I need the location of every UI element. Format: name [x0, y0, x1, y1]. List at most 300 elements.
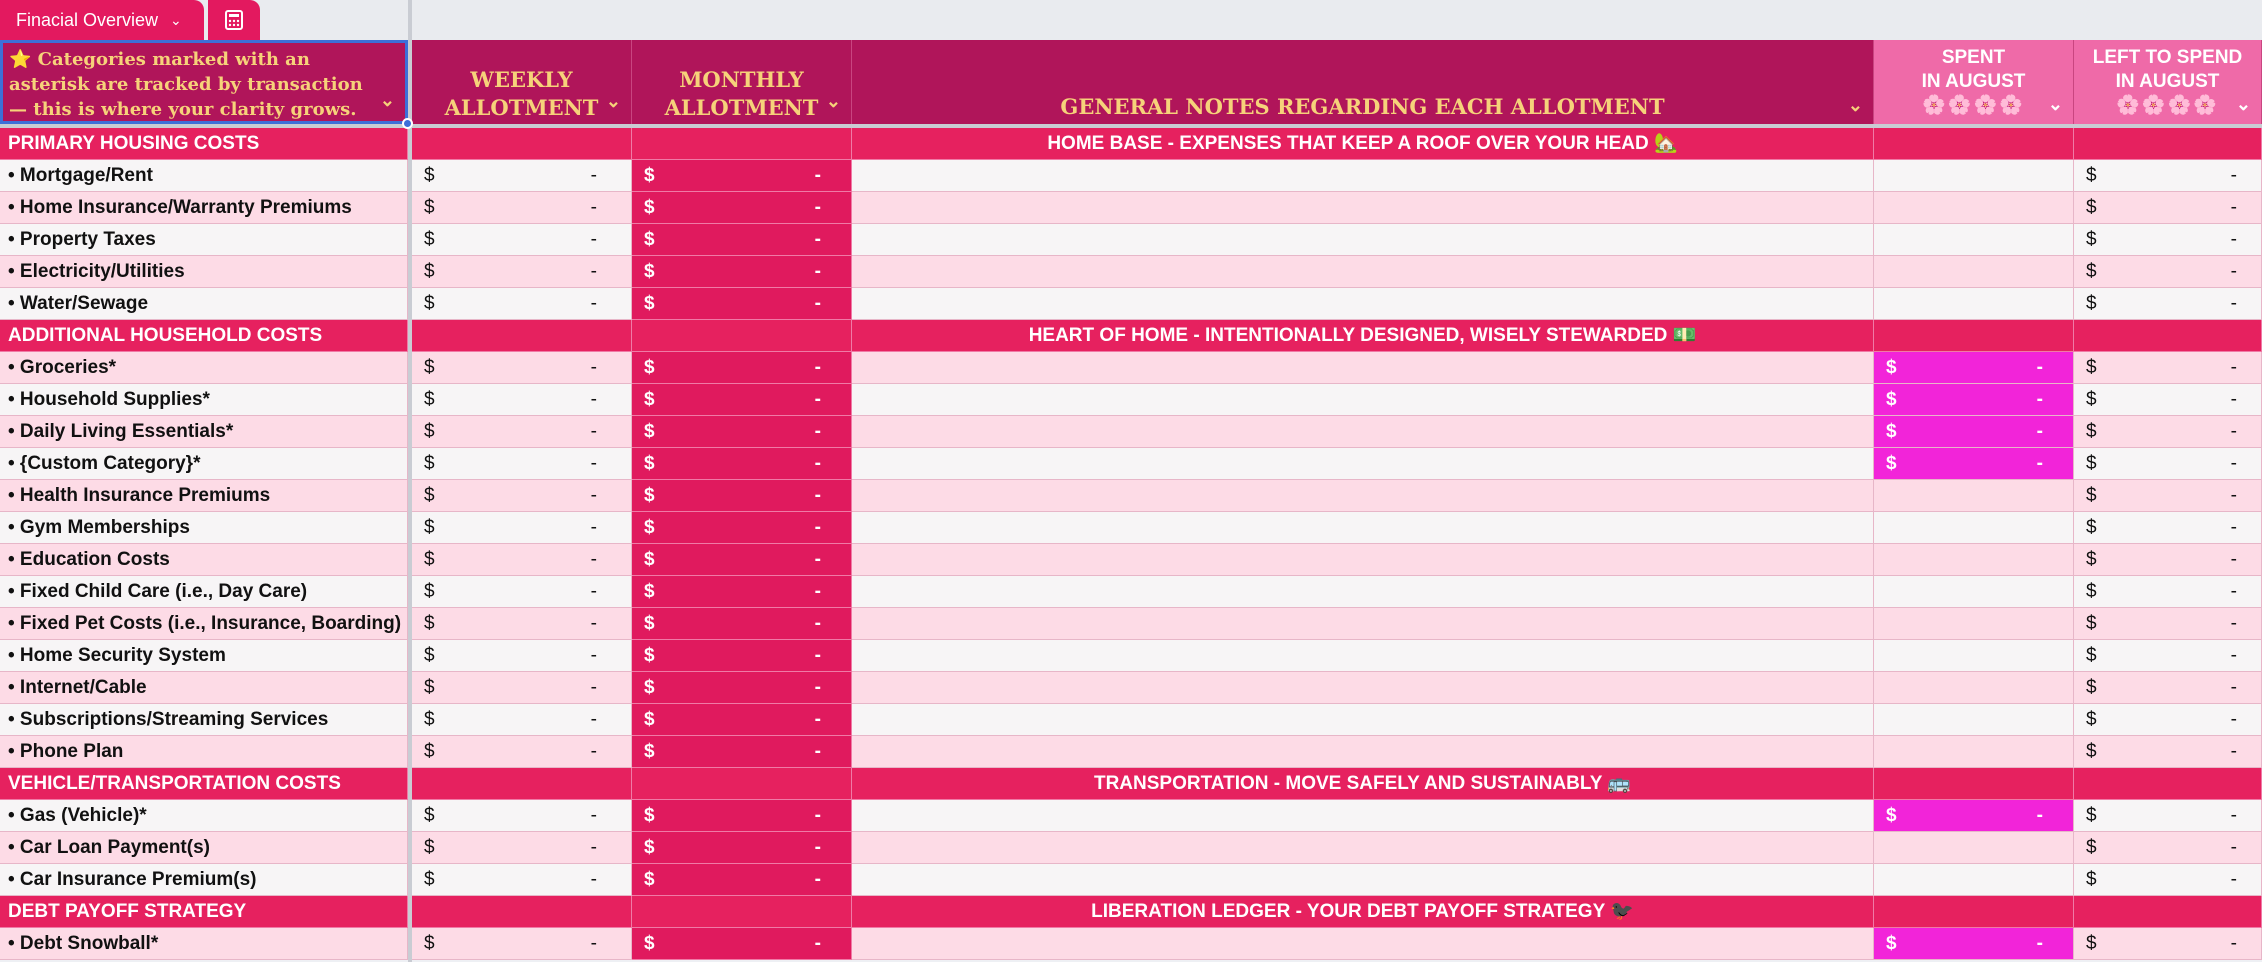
- monthly-allotment-cell[interactable]: [632, 864, 852, 896]
- budget-row: [0, 640, 2262, 672]
- weekly-allotment-cell[interactable]: [412, 736, 632, 768]
- weekly-value: -: [590, 421, 597, 442]
- weekly-allotment-cell[interactable]: [412, 256, 632, 288]
- monthly-allotment-cell[interactable]: [632, 576, 852, 608]
- currency-symbol: $: [2086, 389, 2097, 410]
- category-label[interactable]: • Home Security System: [0, 640, 408, 672]
- section-weekly-cell[interactable]: [412, 128, 632, 160]
- budget-row: [0, 672, 2262, 704]
- monthly-allotment-cell[interactable]: [632, 800, 852, 832]
- monthly-allotment-cell[interactable]: [632, 608, 852, 640]
- weekly-allotment-cell[interactable]: [412, 928, 632, 960]
- spent-cell[interactable]: [1874, 288, 2074, 320]
- currency-symbol: $: [2086, 613, 2097, 634]
- weekly-value: -: [590, 805, 597, 826]
- monthly-value: -: [814, 485, 821, 506]
- monthly-allotment-cell[interactable]: [632, 288, 852, 320]
- left-to-spend-cell[interactable]: [2074, 736, 2262, 768]
- left-to-spend-cell[interactable]: [2074, 192, 2262, 224]
- monthly-value: -: [814, 581, 821, 602]
- section-spent-cell[interactable]: [1874, 768, 2074, 800]
- notes-cell[interactable]: [852, 576, 1874, 608]
- currency-symbol: $: [644, 485, 655, 506]
- spent-value: -: [2036, 933, 2043, 954]
- category-label[interactable]: • Phone Plan: [0, 736, 408, 768]
- notes-cell[interactable]: [852, 736, 1874, 768]
- monthly-allotment-cell[interactable]: [632, 256, 852, 288]
- currency-symbol: $: [644, 645, 655, 666]
- spent-value: -: [2036, 389, 2043, 410]
- section-weekly-cell[interactable]: [412, 768, 632, 800]
- left-value: -: [2230, 165, 2237, 186]
- monthly-value: -: [814, 165, 821, 186]
- left-value: -: [2230, 421, 2237, 442]
- monthly-allotment-cell[interactable]: [632, 384, 852, 416]
- spent-cell[interactable]: [1874, 640, 2074, 672]
- spent-cell[interactable]: [1874, 832, 2074, 864]
- monthly-value: -: [814, 421, 821, 442]
- weekly-allotment-cell[interactable]: [412, 384, 632, 416]
- chevron-down-icon[interactable]: ⌄: [605, 91, 621, 112]
- weekly-allotment-cell[interactable]: [412, 160, 632, 192]
- currency-symbol: $: [644, 165, 655, 186]
- left-to-spend-cell[interactable]: [2074, 224, 2262, 256]
- budget-row: [0, 160, 2262, 192]
- currency-symbol: $: [424, 229, 435, 250]
- category-label[interactable]: • Water/Sewage: [0, 288, 408, 320]
- currency-symbol: $: [424, 933, 435, 954]
- notes-cell[interactable]: [852, 608, 1874, 640]
- currency-symbol: $: [2086, 933, 2097, 954]
- weekly-value: -: [590, 933, 597, 954]
- budget-row: [0, 544, 2262, 576]
- weekly-allotment-cell[interactable]: [412, 352, 632, 384]
- left-to-spend-cell[interactable]: [2074, 864, 2262, 896]
- section-title[interactable]: VEHICLE/TRANSPORTATION COSTS: [0, 768, 408, 800]
- section-banner[interactable]: TRANSPORTATION - MOVE SAFELY AND SUSTAINABLY 🚌: [852, 768, 1874, 800]
- spent-cell[interactable]: [1874, 448, 2074, 480]
- weekly-value: -: [590, 581, 597, 602]
- spent-cell[interactable]: [1874, 480, 2074, 512]
- section-weekly-cell[interactable]: [412, 320, 632, 352]
- weekly-value: -: [590, 837, 597, 858]
- notes-cell[interactable]: [852, 288, 1874, 320]
- category-label[interactable]: • Fixed Child Care (i.e., Day Care): [0, 576, 408, 608]
- currency-symbol: $: [424, 741, 435, 762]
- monthly-value: -: [814, 357, 821, 378]
- left-value: -: [2230, 197, 2237, 218]
- weekly-allotment-cell[interactable]: [412, 672, 632, 704]
- left-to-spend-cell[interactable]: [2074, 288, 2262, 320]
- notes-cell[interactable]: [852, 256, 1874, 288]
- currency-symbol: $: [1886, 421, 1897, 442]
- header-left-line1: LEFT TO SPEND: [2092, 47, 2243, 68]
- selection-handle[interactable]: [402, 118, 413, 129]
- weekly-allotment-cell[interactable]: [412, 288, 632, 320]
- currency-symbol: $: [2086, 261, 2097, 282]
- weekly-allotment-cell[interactable]: [412, 544, 632, 576]
- header-monthly-line1: MONTHLY: [679, 67, 804, 92]
- category-label[interactable]: • Subscriptions/Streaming Services: [0, 704, 408, 736]
- left-to-spend-cell[interactable]: [2074, 704, 2262, 736]
- category-label[interactable]: • Home Insurance/Warranty Premiums: [0, 192, 408, 224]
- currency-symbol: $: [424, 197, 435, 218]
- notes-cell[interactable]: [852, 480, 1874, 512]
- budget-row: [0, 256, 2262, 288]
- monthly-value: -: [814, 869, 821, 890]
- spent-cell[interactable]: [1874, 512, 2074, 544]
- section-spent-cell[interactable]: [1874, 128, 2074, 160]
- budget-row: [0, 864, 2262, 896]
- monthly-allotment-cell[interactable]: [632, 352, 852, 384]
- left-to-spend-cell[interactable]: [2074, 480, 2262, 512]
- currency-symbol: $: [2086, 549, 2097, 570]
- spent-cell[interactable]: [1874, 608, 2074, 640]
- left-to-spend-cell[interactable]: [2074, 672, 2262, 704]
- monthly-value: -: [814, 741, 821, 762]
- monthly-allotment-cell[interactable]: [632, 640, 852, 672]
- left-to-spend-cell[interactable]: [2074, 352, 2262, 384]
- currency-symbol: $: [424, 581, 435, 602]
- monthly-allotment-cell[interactable]: [632, 672, 852, 704]
- weekly-value: -: [590, 261, 597, 282]
- currency-symbol: $: [644, 709, 655, 730]
- left-value: -: [2230, 677, 2237, 698]
- notes-cell[interactable]: [852, 384, 1874, 416]
- header-asterisk-note: ⭐ Categories marked with an asterisk are tracked by transaction — this is where your clarity grows.: [9, 49, 363, 120]
- section-spent-cell[interactable]: [1874, 320, 2074, 352]
- chevron-down-icon[interactable]: ⌄: [170, 11, 182, 28]
- category-label[interactable]: • Property Taxes: [0, 224, 408, 256]
- category-label[interactable]: • Car Insurance Premium(s): [0, 864, 408, 896]
- budget-row: [0, 704, 2262, 736]
- notes-cell[interactable]: [852, 704, 1874, 736]
- monthly-allotment-cell[interactable]: [632, 448, 852, 480]
- calculator-icon[interactable]: [208, 0, 260, 40]
- weekly-allotment-cell[interactable]: [412, 800, 632, 832]
- currency-symbol: $: [424, 357, 435, 378]
- monthly-value: -: [814, 709, 821, 730]
- budget-row: [0, 288, 2262, 320]
- left-value: -: [2230, 869, 2237, 890]
- category-label[interactable]: • Education Costs: [0, 544, 408, 576]
- weekly-allotment-cell[interactable]: [412, 512, 632, 544]
- header-monthly-allotment[interactable]: [632, 40, 852, 124]
- category-label[interactable]: • Debt Snowball*: [0, 928, 408, 960]
- notes-cell[interactable]: [852, 928, 1874, 960]
- weekly-value: -: [590, 293, 597, 314]
- left-value: -: [2230, 645, 2237, 666]
- header-left-to-spend[interactable]: [2074, 40, 2262, 124]
- section-header-row: [0, 320, 2262, 352]
- spent-cell[interactable]: [1874, 928, 2074, 960]
- monthly-allotment-cell[interactable]: [632, 160, 852, 192]
- budget-row: [0, 352, 2262, 384]
- header-weekly-allotment[interactable]: [412, 40, 632, 124]
- weekly-allotment-cell[interactable]: [412, 832, 632, 864]
- monthly-allotment-cell[interactable]: [632, 736, 852, 768]
- header-notes-label: GENERAL NOTES REGARDING EACH ALLOTMENT: [1060, 94, 1665, 119]
- monthly-allotment-cell[interactable]: [632, 192, 852, 224]
- notes-cell[interactable]: [852, 864, 1874, 896]
- notes-cell[interactable]: [852, 672, 1874, 704]
- left-value: -: [2230, 229, 2237, 250]
- header-weekly-line2: ALLOTMENT: [444, 95, 599, 120]
- notes-cell[interactable]: [852, 352, 1874, 384]
- currency-symbol: $: [2086, 517, 2097, 538]
- chevron-down-icon[interactable]: ⌄: [2235, 94, 2251, 114]
- currency-symbol: $: [424, 453, 435, 474]
- currency-symbol: $: [644, 581, 655, 602]
- category-label[interactable]: • Daily Living Essentials*: [0, 416, 408, 448]
- currency-symbol: $: [644, 741, 655, 762]
- currency-symbol: $: [424, 805, 435, 826]
- currency-symbol: $: [1886, 389, 1897, 410]
- left-value: -: [2230, 549, 2237, 570]
- left-value: -: [2230, 805, 2237, 826]
- notes-cell[interactable]: [852, 800, 1874, 832]
- left-to-spend-cell[interactable]: [2074, 800, 2262, 832]
- spent-cell[interactable]: [1874, 160, 2074, 192]
- left-to-spend-cell[interactable]: [2074, 544, 2262, 576]
- budget-row: [0, 224, 2262, 256]
- currency-symbol: $: [644, 837, 655, 858]
- left-to-spend-cell[interactable]: [2074, 640, 2262, 672]
- section-left-cell[interactable]: [2074, 320, 2262, 352]
- chevron-down-icon[interactable]: ⌄: [825, 91, 841, 112]
- monthly-value: -: [814, 197, 821, 218]
- notes-cell[interactable]: [852, 512, 1874, 544]
- weekly-value: -: [590, 229, 597, 250]
- left-to-spend-cell[interactable]: [2074, 416, 2262, 448]
- spent-cell[interactable]: [1874, 672, 2074, 704]
- category-label[interactable]: • {Custom Category}*: [0, 448, 408, 480]
- spent-cell[interactable]: [1874, 576, 2074, 608]
- monthly-allotment-cell[interactable]: [632, 512, 852, 544]
- weekly-allotment-cell[interactable]: [412, 448, 632, 480]
- monthly-allotment-cell[interactable]: [632, 704, 852, 736]
- notes-cell[interactable]: [852, 640, 1874, 672]
- weekly-allotment-cell[interactable]: [412, 704, 632, 736]
- sheet-tab-label: Finacial Overview: [16, 9, 159, 30]
- currency-symbol: $: [2086, 869, 2097, 890]
- notes-cell[interactable]: [852, 192, 1874, 224]
- currency-symbol: $: [2086, 229, 2097, 250]
- monthly-allotment-cell[interactable]: [632, 832, 852, 864]
- section-banner[interactable]: LIBERATION LEDGER - YOUR DEBT PAYOFF STRATEGY 🐦‍⬛: [852, 896, 1874, 928]
- header-monthly-line2: ALLOTMENT: [664, 95, 819, 120]
- currency-symbol: $: [2086, 677, 2097, 698]
- section-title[interactable]: ADDITIONAL HOUSEHOLD COSTS: [0, 320, 408, 352]
- header-spent-in-august[interactable]: [1874, 40, 2074, 124]
- currency-symbol: $: [644, 357, 655, 378]
- left-to-spend-cell[interactable]: [2074, 928, 2262, 960]
- currency-symbol: $: [424, 549, 435, 570]
- header-left-line2: IN AUGUST: [2115, 71, 2220, 92]
- spent-cell[interactable]: [1874, 384, 2074, 416]
- section-header-row: [0, 896, 2262, 928]
- budget-row: [0, 480, 2262, 512]
- category-label[interactable]: • Health Insurance Premiums: [0, 480, 408, 512]
- category-label[interactable]: • Mortgage/Rent: [0, 160, 408, 192]
- weekly-allotment-cell[interactable]: [412, 192, 632, 224]
- category-label[interactable]: • Fixed Pet Costs (i.e., Insurance, Boarding): [0, 608, 408, 640]
- monthly-allotment-cell[interactable]: [632, 480, 852, 512]
- spent-cell[interactable]: [1874, 192, 2074, 224]
- budget-row: [0, 512, 2262, 544]
- spent-cell[interactable]: [1874, 224, 2074, 256]
- weekly-allotment-cell[interactable]: [412, 416, 632, 448]
- section-left-cell[interactable]: [2074, 768, 2262, 800]
- monthly-value: -: [814, 453, 821, 474]
- notes-cell[interactable]: [852, 448, 1874, 480]
- left-to-spend-cell[interactable]: [2074, 160, 2262, 192]
- currency-symbol: $: [424, 293, 435, 314]
- category-label[interactable]: • Groceries*: [0, 352, 408, 384]
- weekly-allotment-cell[interactable]: [412, 480, 632, 512]
- sheet-tab-bar: [0, 0, 2262, 40]
- weekly-value: -: [590, 453, 597, 474]
- monthly-value: -: [814, 933, 821, 954]
- monthly-allotment-cell[interactable]: [632, 224, 852, 256]
- section-monthly-cell[interactable]: [632, 128, 852, 160]
- flower-icons: 🌸🌸🌸🌸: [1922, 95, 2025, 116]
- monthly-value: -: [814, 805, 821, 826]
- currency-symbol: $: [2086, 741, 2097, 762]
- notes-cell[interactable]: [852, 416, 1874, 448]
- currency-symbol: $: [1886, 453, 1897, 474]
- header-spent-line2: IN AUGUST: [1921, 71, 2026, 92]
- currency-symbol: $: [1886, 357, 1897, 378]
- currency-symbol: $: [644, 613, 655, 634]
- monthly-value: -: [814, 261, 821, 282]
- header-asterisk-note-cell[interactable]: [0, 40, 408, 124]
- spent-cell[interactable]: [1874, 704, 2074, 736]
- currency-symbol: $: [2086, 165, 2097, 186]
- currency-symbol: $: [424, 709, 435, 730]
- left-value: -: [2230, 517, 2237, 538]
- spent-cell[interactable]: [1874, 544, 2074, 576]
- weekly-value: -: [590, 517, 597, 538]
- spent-cell[interactable]: [1874, 256, 2074, 288]
- left-value: -: [2230, 709, 2237, 730]
- category-label[interactable]: • Household Supplies*: [0, 384, 408, 416]
- section-title[interactable]: DEBT PAYOFF STRATEGY: [0, 896, 408, 928]
- budget-row: [0, 448, 2262, 480]
- category-label[interactable]: • Gas (Vehicle)*: [0, 800, 408, 832]
- chevron-down-icon[interactable]: ⌄: [2047, 94, 2063, 114]
- monthly-allotment-cell[interactable]: [632, 544, 852, 576]
- weekly-value: -: [590, 389, 597, 410]
- column-header-strip: [412, 0, 2262, 40]
- weekly-allotment-cell[interactable]: [412, 224, 632, 256]
- section-left-cell[interactable]: [2074, 896, 2262, 928]
- left-value: -: [2230, 581, 2237, 602]
- currency-symbol: $: [644, 293, 655, 314]
- chevron-down-icon[interactable]: ⌄: [1847, 95, 1863, 116]
- left-to-spend-cell[interactable]: [2074, 256, 2262, 288]
- left-to-spend-cell[interactable]: [2074, 832, 2262, 864]
- category-label[interactable]: • Electricity/Utilities: [0, 256, 408, 288]
- left-to-spend-cell[interactable]: [2074, 448, 2262, 480]
- spent-value: -: [2036, 805, 2043, 826]
- weekly-value: -: [590, 677, 597, 698]
- weekly-value: -: [590, 709, 597, 730]
- currency-symbol: $: [2086, 453, 2097, 474]
- section-monthly-cell[interactable]: [632, 320, 852, 352]
- currency-symbol: $: [2086, 197, 2097, 218]
- spent-value: -: [2036, 421, 2043, 442]
- section-left-cell[interactable]: [2074, 128, 2262, 160]
- section-monthly-cell[interactable]: [632, 896, 852, 928]
- monthly-allotment-cell[interactable]: [632, 416, 852, 448]
- budget-row: [0, 736, 2262, 768]
- weekly-allotment-cell[interactable]: [412, 640, 632, 672]
- left-value: -: [2230, 389, 2237, 410]
- section-title[interactable]: PRIMARY HOUSING COSTS: [0, 128, 408, 160]
- section-spent-cell[interactable]: [1874, 896, 2074, 928]
- currency-symbol: $: [2086, 805, 2097, 826]
- notes-cell[interactable]: [852, 544, 1874, 576]
- weekly-allotment-cell[interactable]: [412, 864, 632, 896]
- monthly-allotment-cell[interactable]: [632, 928, 852, 960]
- category-label[interactable]: • Gym Memberships: [0, 512, 408, 544]
- left-value: -: [2230, 613, 2237, 634]
- currency-symbol: $: [644, 517, 655, 538]
- spent-cell[interactable]: [1874, 864, 2074, 896]
- section-banner[interactable]: HOME BASE - EXPENSES THAT KEEP A ROOF OVER YOUR HEAD 🏡: [852, 128, 1874, 160]
- monthly-value: -: [814, 229, 821, 250]
- notes-cell[interactable]: [852, 160, 1874, 192]
- section-weekly-cell[interactable]: [412, 896, 632, 928]
- header-general-notes[interactable]: [852, 40, 1874, 124]
- section-monthly-cell[interactable]: [632, 768, 852, 800]
- currency-symbol: $: [424, 837, 435, 858]
- category-label[interactable]: • Car Loan Payment(s): [0, 832, 408, 864]
- left-to-spend-cell[interactable]: [2074, 576, 2262, 608]
- spent-value: -: [2036, 453, 2043, 474]
- currency-symbol: $: [644, 261, 655, 282]
- spent-cell[interactable]: [1874, 736, 2074, 768]
- section-banner[interactable]: HEART OF HOME - INTENTIONALLY DESIGNED, WISELY STEWARDED 💵: [852, 320, 1874, 352]
- currency-symbol: $: [2086, 837, 2097, 858]
- header-weekly-line1: WEEKLY: [470, 67, 573, 92]
- left-value: -: [2230, 741, 2237, 762]
- currency-symbol: $: [2086, 581, 2097, 602]
- sheet-tab-financial-overview[interactable]: [0, 0, 204, 40]
- left-to-spend-cell[interactable]: [2074, 384, 2262, 416]
- left-to-spend-cell[interactable]: [2074, 512, 2262, 544]
- left-value: -: [2230, 837, 2237, 858]
- flower-icons: 🌸🌸🌸🌸: [2116, 95, 2219, 116]
- spent-cell[interactable]: [1874, 800, 2074, 832]
- table-header-row: [0, 40, 2262, 124]
- notes-cell[interactable]: [852, 832, 1874, 864]
- notes-cell[interactable]: [852, 224, 1874, 256]
- currency-symbol: $: [2086, 709, 2097, 730]
- category-label[interactable]: • Internet/Cable: [0, 672, 408, 704]
- weekly-value: -: [590, 165, 597, 186]
- spent-cell[interactable]: [1874, 352, 2074, 384]
- currency-symbol: $: [644, 933, 655, 954]
- spent-cell[interactable]: [1874, 416, 2074, 448]
- left-to-spend-cell[interactable]: [2074, 608, 2262, 640]
- weekly-value: -: [590, 485, 597, 506]
- left-value: -: [2230, 453, 2237, 474]
- weekly-allotment-cell[interactable]: [412, 608, 632, 640]
- weekly-allotment-cell[interactable]: [412, 576, 632, 608]
- chevron-down-icon[interactable]: ⌄: [379, 90, 395, 111]
